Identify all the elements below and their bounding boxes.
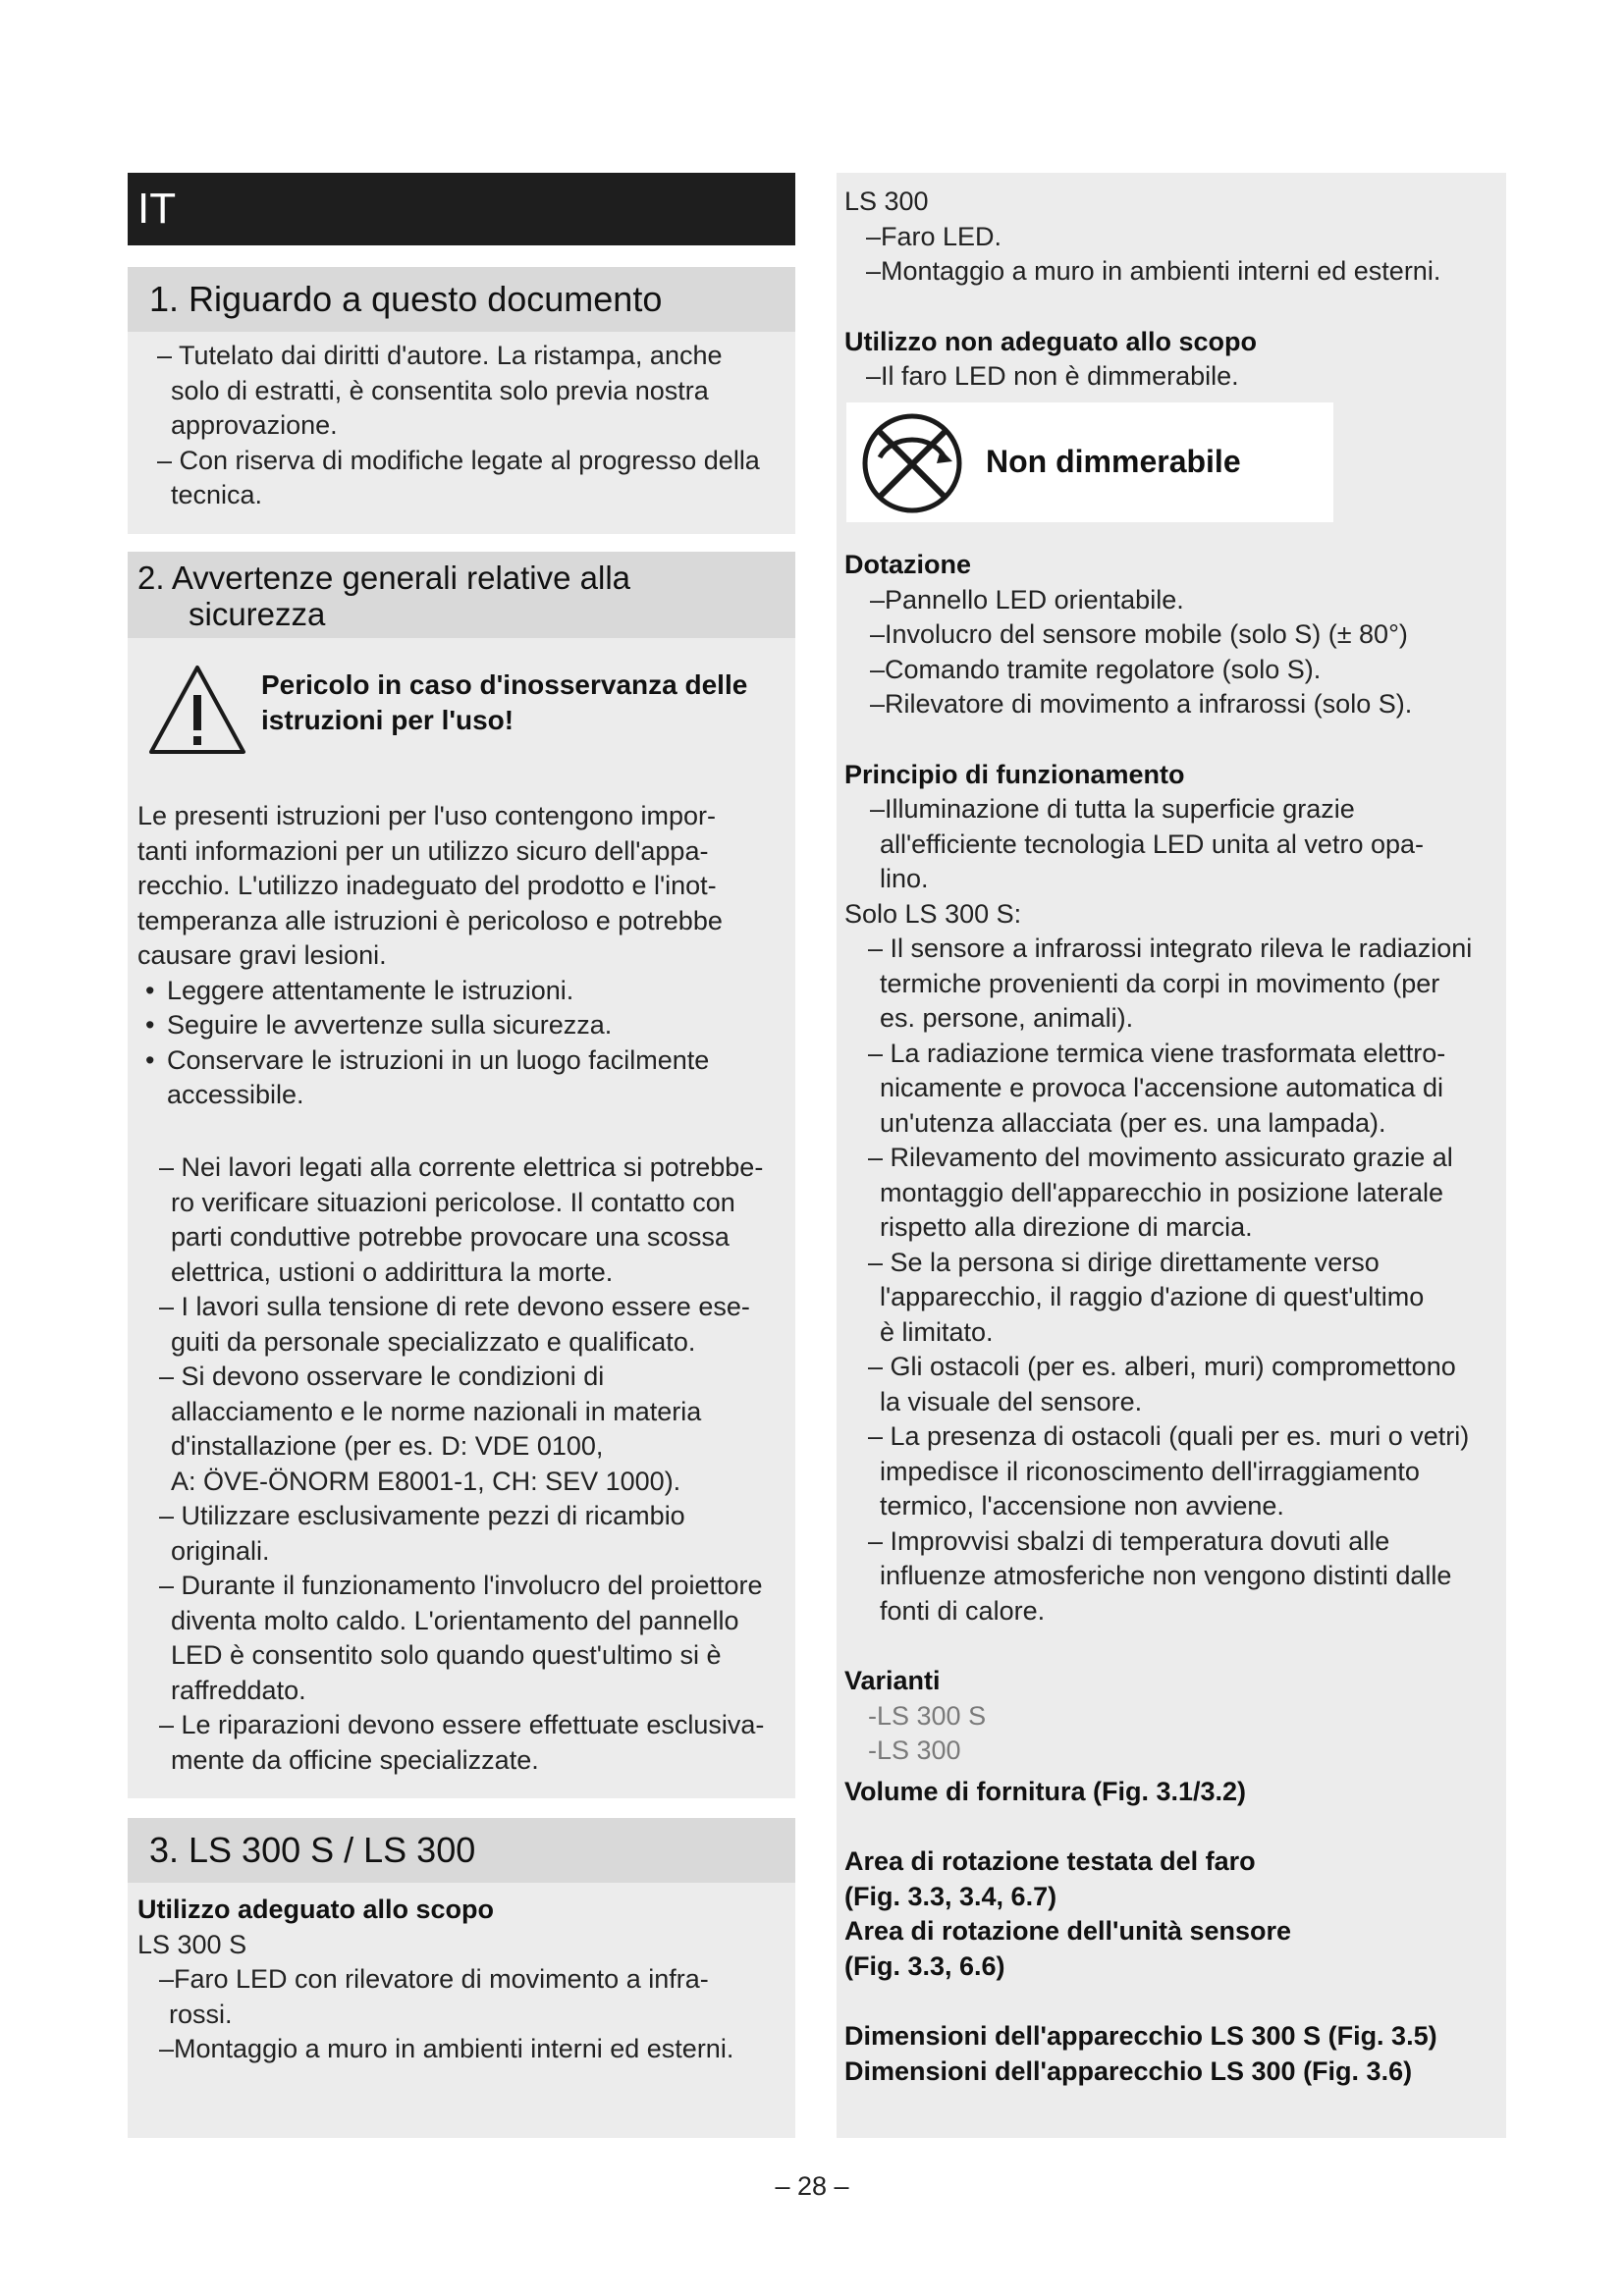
text-line: influenze atmosferiche non vengono distinti dalle (880, 1561, 1452, 1590)
solo-label: Solo LS 300 S: (844, 898, 1022, 929)
text-line: solo di estratti, è consentita solo previa nostra (171, 375, 709, 405)
text-line: tanti informazioni per un utilizzo sicuro dell'appa- (137, 835, 709, 866)
model-label: LS 300 S (137, 1929, 247, 1959)
volume-fornitura: Volume di fornitura (Fig. 3.1/3.2) (844, 1776, 1247, 1806)
right-column-top (844, 185, 1502, 395)
variant-item: -LS 300 S (868, 1700, 987, 1731)
text-line: guiti da personale specializzato e qualificato. (171, 1326, 696, 1357)
text-line: mente da officine specializzate. (171, 1744, 539, 1775)
text-line: –Comando tramite regolatore (solo S). (870, 654, 1322, 684)
dimensions-ls300: Dimensioni dell'apparecchio LS 300 (Fig. 3.6) (844, 2056, 1413, 2086)
right-column-main (844, 548, 1512, 2089)
text-line: termico, l'accensione non avviene. (880, 1491, 1284, 1521)
list-item: • Conservare le istruzioni in un luogo facilmente (137, 1043, 795, 1079)
text-line: –Pannello LED orientabile. (870, 584, 1184, 614)
text-line: –Involucro del sensore mobile (solo S) (± 80°) (870, 619, 1408, 649)
principio-title: Principio di funzionamento (844, 759, 1185, 789)
text-line: tecnica. (171, 480, 263, 509)
text-line: temperanza alle istruzioni è pericoloso e potrebbe (137, 905, 723, 935)
text-line: –Il faro LED non è dimmerabile. (866, 361, 1239, 391)
text-line: – Con riserva di modifiche legate al progresso della (157, 445, 760, 475)
text-line: – La radiazione termica viene trasformata elettro- (868, 1038, 1446, 1068)
section-2-title-line2: sicurezza (189, 596, 326, 632)
text-line: – Si devono osservare le condizioni di (159, 1362, 605, 1391)
text-line: nicamente e provoca l'accensione automatica di (880, 1073, 1443, 1102)
text-line: originali. (171, 1535, 270, 1566)
warning-triangle-icon (147, 664, 247, 756)
text-line: la visuale del sensore. (880, 1386, 1143, 1416)
warning-line2: istruzioni per l'uso! (261, 705, 514, 735)
dotazione-title: Dotazione (844, 550, 972, 579)
text-line: – Gli ostacoli (per es. alberi, muri) compromettono (868, 1352, 1456, 1381)
section-3-text (137, 1893, 785, 2067)
text-line: – La presenza di ostacoli (quali per es. muri o vetri) (868, 1421, 1470, 1451)
section-1-title: 1. Riguardo a questo documento (128, 267, 795, 332)
dimensions-ls300s: Dimensioni dell'apparecchio LS 300 S (Fig. 3.5) (844, 2021, 1437, 2051)
list-item: • Leggere attentamente le istruzioni. (137, 974, 795, 1009)
language-tab: IT (128, 173, 795, 245)
text-line: termiche provenienti da corpi in movimento (per (880, 968, 1440, 998)
text-line: – Nei lavori legati alla corrente elettrica si potrebbe- (159, 1152, 764, 1182)
text-line: causare gravi lesioni. (137, 940, 387, 970)
area-testata-line1: Area di rotazione testata del faro (844, 1846, 1256, 1876)
text-line: allacciamento e le norme nazionali in materia (171, 1396, 702, 1426)
text-line: parti conduttive potrebbe provocare una scossa (171, 1222, 730, 1252)
text-line: Le presenti istruzioni per l'uso contengono impor- (137, 801, 716, 830)
section-2-dash-list (159, 1150, 807, 1778)
text-line: – Improvvisi sbalzi di temperatura dovuti alle (868, 1525, 1390, 1556)
warning-line1: Pericolo in caso d'inosservanza delle (261, 669, 748, 700)
text-line: fonti di calore. (880, 1595, 1046, 1626)
text-line: –Faro LED con rilevatore di movimento a infra- (159, 1964, 709, 1994)
bullet-list (137, 974, 795, 1079)
section-3-subtitle: Utilizzo adeguato allo scopo (137, 1895, 495, 1924)
text-line: approvazione. (171, 410, 338, 440)
text-line: impedisce il riconoscimento dell'irraggiamento (880, 1456, 1420, 1486)
text-line: montaggio dell'apparecchio in posizione laterale (880, 1177, 1444, 1207)
area-sensore-line1: Area di rotazione dell'unità sensore (844, 1916, 1292, 1946)
varianti-title: Varianti (844, 1666, 941, 1695)
text-line: – Tutelato dai diritti d'autore. La ristampa, anche (157, 341, 723, 370)
area-testata-line2: (Fig. 3.3, 3.4, 6.7) (844, 1881, 1057, 1911)
text-line: raffreddato. (171, 1675, 306, 1705)
text-line: –Montaggio a muro in ambienti interni ed esterni. (866, 256, 1441, 286)
warning-text (261, 667, 791, 738)
text-line: – Durante il funzionamento l'involucro del proiettore (159, 1571, 763, 1600)
text-line: es. persone, animali). (880, 1003, 1134, 1033)
section-3-title: 3. LS 300 S / LS 300 (128, 1818, 795, 1883)
non-dimmable-label: Non dimmerabile (986, 444, 1241, 479)
text-line: rossi. (169, 1999, 233, 2029)
text-line: rispetto alla direzione di marcia. (880, 1212, 1253, 1242)
text-line: LED è consentito solo quando quest'ultimo si è (171, 1640, 722, 1670)
text-line: – I lavori sulla tensione di rete devono essere ese- (159, 1292, 750, 1321)
list-item: • Seguire le avvertenze sulla sicurezza. (137, 1008, 795, 1043)
section-2-intro (137, 799, 795, 1113)
text-line: recchio. L'utilizzo inadeguato del prodotto e l'inot- (137, 871, 717, 900)
misuse-title: Utilizzo non adeguato allo scopo (844, 326, 1258, 356)
text-line: un'utenza allacciata (per es. una lampada). (880, 1107, 1386, 1138)
page-number: – 28 – (775, 2171, 849, 2201)
section-1-text (157, 339, 805, 513)
text-line: accessibile. (167, 1080, 304, 1109)
section-2-title-line1: 2. Avvertenze generali relative alla (137, 560, 631, 596)
text-line: –Montaggio a muro in ambienti interni ed esterni. (159, 2034, 734, 2063)
text-line: – Utilizzare esclusivamente pezzi di ricambio (159, 1501, 685, 1530)
text-line: d'installazione (per es. D: VDE 0100, (171, 1431, 604, 1461)
text-line: diventa molto caldo. L'orientamento del pannello (171, 1605, 739, 1635)
text-line: –Rilevatore di movimento a infrarossi (solo S). (870, 689, 1413, 719)
text-line: è limitato. (880, 1316, 994, 1347)
text-line: – Le riparazioni devono essere effettuate esclusiva- (159, 1710, 765, 1739)
text-line: –Faro LED. (866, 221, 1002, 251)
text-line: – Il sensore a infrarossi integrato rileva le radiazioni (868, 934, 1473, 963)
text-line: – Rilevamento del movimento assicurato grazie al (868, 1143, 1453, 1172)
text-line: ro verificare situazioni pericolose. Il contatto con (171, 1187, 735, 1217)
variant-item: -LS 300 (868, 1735, 961, 1765)
non-dimmable-icon (856, 410, 968, 516)
text-line: – Se la persona si dirige direttamente verso (868, 1247, 1380, 1277)
text-line: A: ÖVE-ÖNORM E8001-1, CH: SEV 1000). (171, 1466, 681, 1496)
text-line: all'efficiente tecnologia LED unita al vetro opa- (880, 828, 1425, 859)
text-line: elettrica, ustioni o addirittura la morte. (171, 1256, 614, 1287)
text-line: lino. (880, 864, 929, 893)
area-sensore-line2: (Fig. 3.3, 6.6) (844, 1950, 1005, 1981)
text-line: –Illuminazione di tutta la superficie grazie (870, 794, 1355, 824)
text-line: l'apparecchio, il raggio d'azione di quest'ultimo (880, 1282, 1425, 1311)
ls300-title: LS 300 (844, 187, 929, 216)
section-2-title (128, 552, 795, 638)
